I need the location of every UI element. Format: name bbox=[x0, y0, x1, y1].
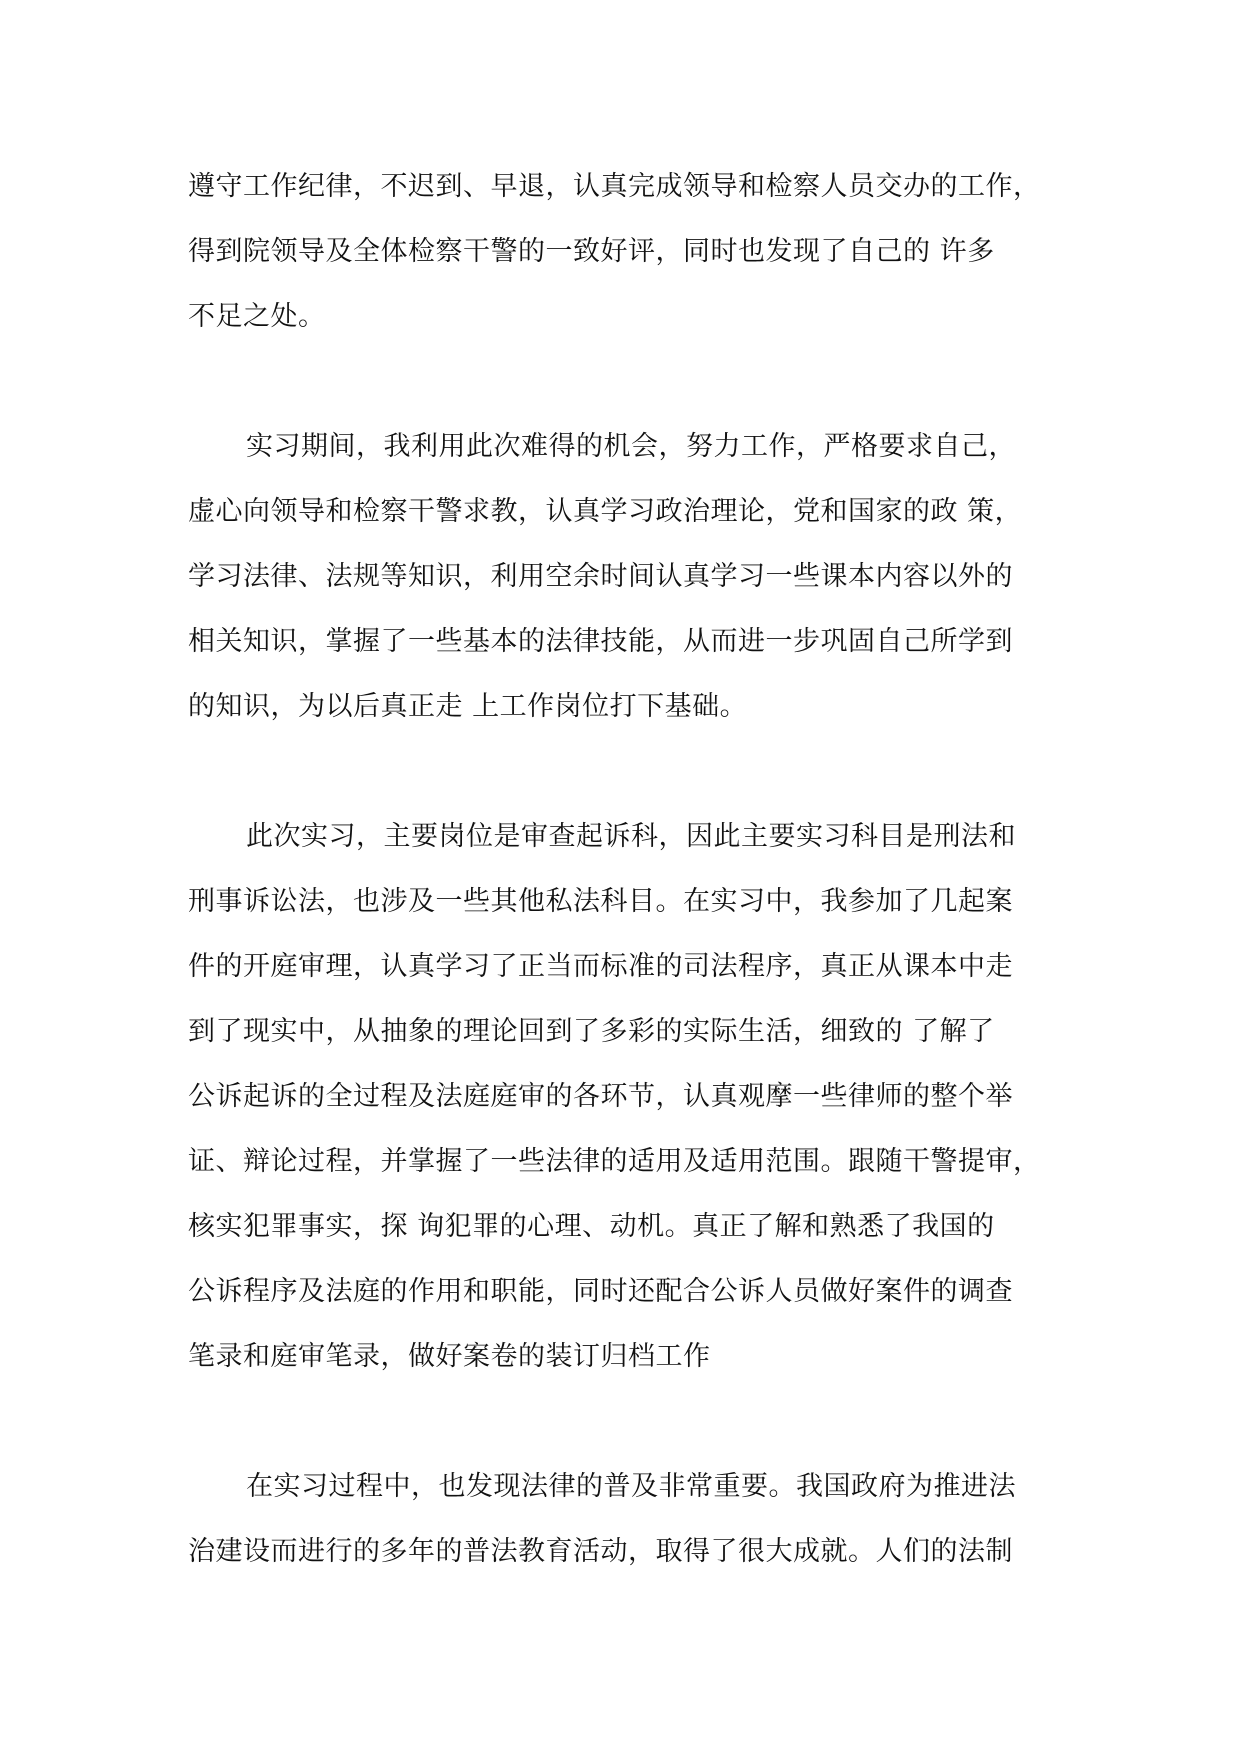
text-line: 在实习过程中，也发现法律的普及非常重要。我国政府为推进法 bbox=[246, 1471, 1016, 1502]
text-line: 学习法律、法规等知识，利用空余时间认真学习一些课本内容以外的 bbox=[188, 561, 1013, 592]
text-line: 刑事诉讼法，也涉及一些其他私法科目。在实习中，我参加了几起案 bbox=[188, 886, 1013, 917]
text-line: 实习期间，我利用此次难得的机会，努力工作，严格要求自己， bbox=[246, 431, 1016, 462]
text-line: 公诉起诉的全过程及法庭庭审的各环节，认真观摩一些律师的整个举 bbox=[188, 1081, 1013, 1112]
text-line: 治建设而进行的多年的普法教育活动，取得了很大成就。人们的法制 bbox=[188, 1536, 1013, 1567]
text-line: 核实犯罪事实，探 询犯罪的心理、动机。真正了解和熟悉了我国的 bbox=[188, 1211, 995, 1242]
text-line: 证、辩论过程，并掌握了一些法律的适用及适用范围。跟随干警提审， bbox=[188, 1146, 1041, 1177]
text-line: 得到院领导及全体检察干警的一致好评，同时也发现了自己的 许多 bbox=[188, 236, 995, 267]
text-line: 遵守工作纪律，不迟到、早退，认真完成领导和检察人员交办的工作， bbox=[188, 171, 1041, 202]
text-line: 此次实习，主要岗位是审查起诉科，因此主要实习科目是刑法和 bbox=[246, 821, 1016, 852]
text-line: 虚心向领导和检察干警求教，认真学习政治理论，党和国家的政 策， bbox=[188, 496, 1023, 527]
text-line: 到了现实中，从抽象的理论回到了多彩的实际生活，细致的 了解了 bbox=[188, 1016, 995, 1047]
text-line: 笔录和庭审笔录，做好案卷的装订归档工作 bbox=[188, 1341, 711, 1372]
text-line: 的知识，为以后真正走 上工作岗位打下基础。 bbox=[188, 691, 748, 722]
text-line: 件的开庭审理，认真学习了正当而标准的司法程序，真正从课本中走 bbox=[188, 951, 1013, 982]
text-line: 相关知识，掌握了一些基本的法律技能，从而进一步巩固自己所学到 bbox=[188, 626, 1013, 657]
text-line: 公诉程序及法庭的作用和职能，同时还配合公诉人员做好案件的调查 bbox=[188, 1276, 1013, 1307]
text-line: 不足之处。 bbox=[188, 301, 326, 332]
